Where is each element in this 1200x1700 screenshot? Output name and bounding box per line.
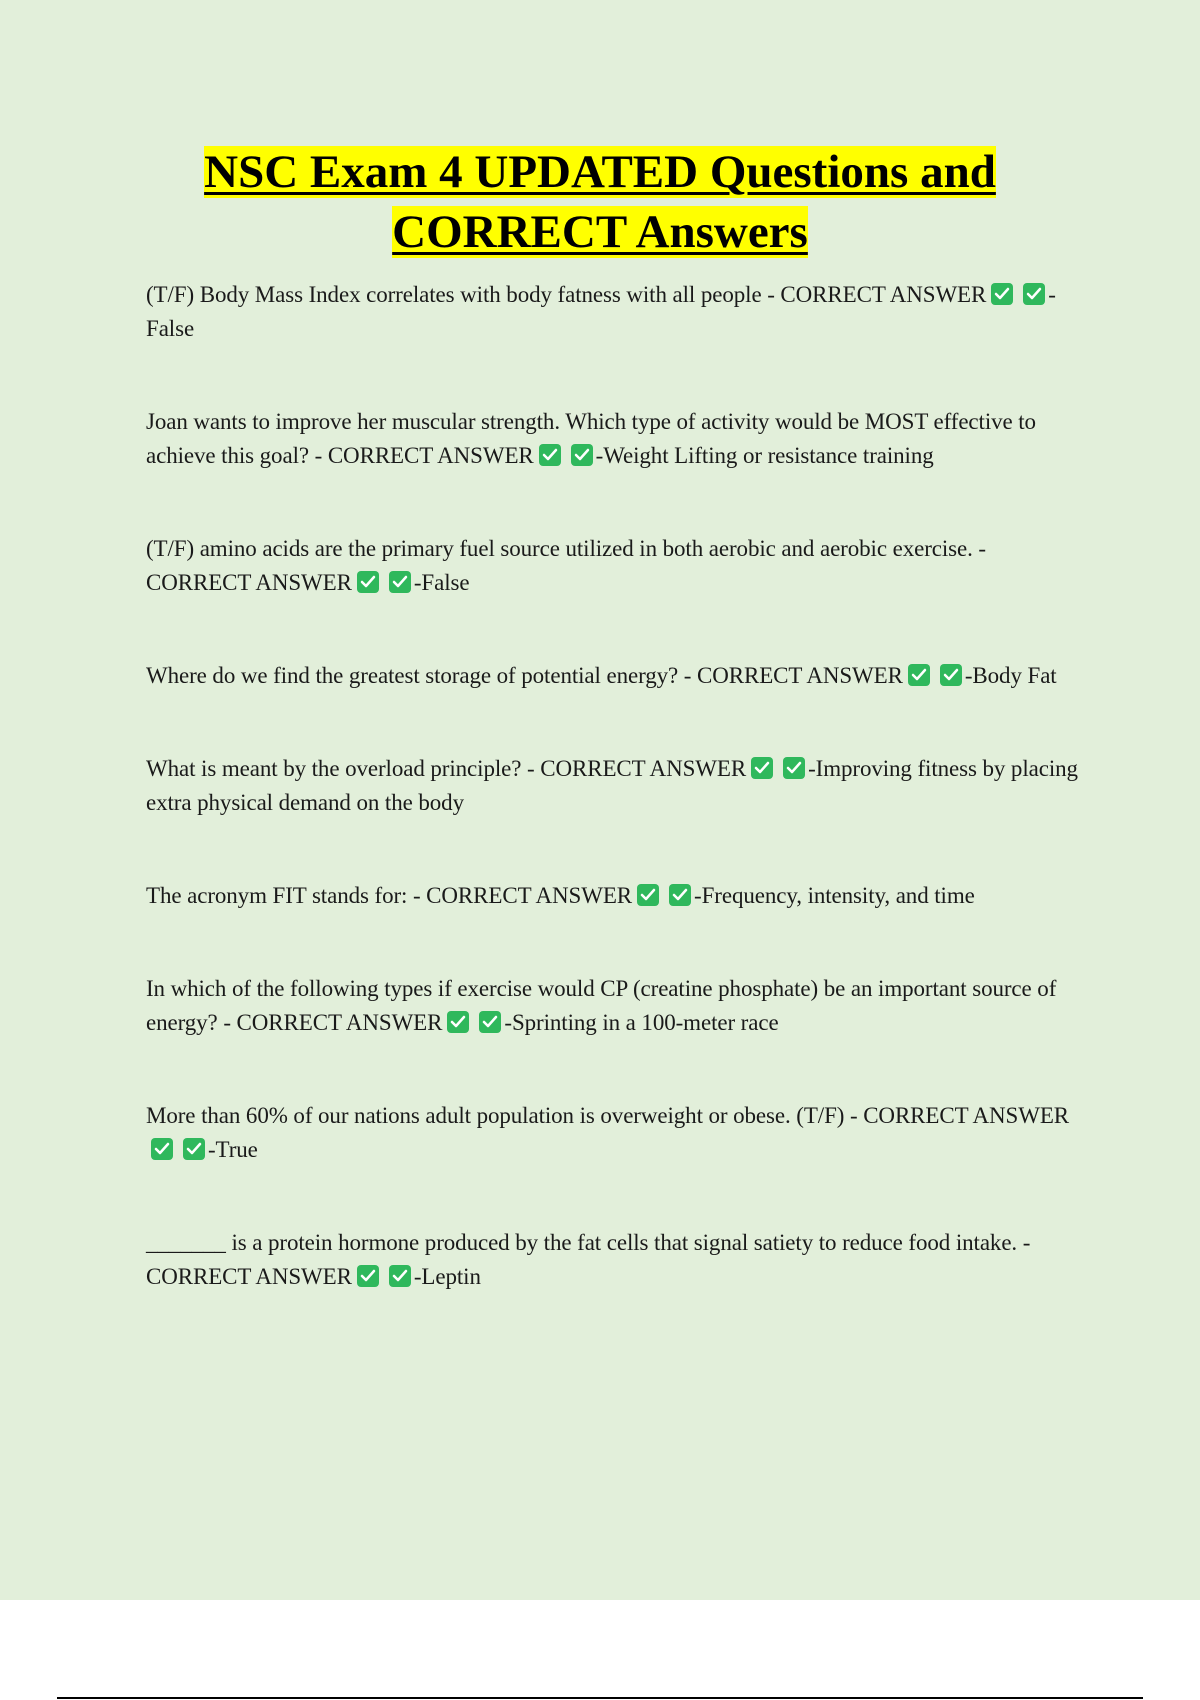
question-text: In which of the following types if exercise would CP (creatine phosphate) be an important source of energy? - CORRECT ANSWER xyxy=(146,976,1057,1035)
check-mark-icon xyxy=(783,757,805,779)
check-mark-icon xyxy=(637,884,659,906)
check-mark-icon xyxy=(389,571,411,593)
check-mark-icon xyxy=(389,1265,411,1287)
answer-text: -Leptin xyxy=(413,1264,481,1289)
answer-text: -Sprinting in a 100-meter race xyxy=(504,1010,779,1035)
check-mark-icon xyxy=(940,664,962,686)
qa-item xyxy=(146,972,1096,1040)
check-mark-icon xyxy=(991,283,1013,305)
qa-item xyxy=(146,405,1096,473)
check-mark-icon xyxy=(908,664,930,686)
title-line-2: CORRECT Answers xyxy=(392,206,808,258)
qa-item xyxy=(146,278,1096,346)
question-text: (T/F) Body Mass Index correlates with body fatness with all people - CORRECT ANSWER xyxy=(146,282,987,307)
answer-text: -Improving fitness by placing extra physical demand on the body xyxy=(146,756,1078,815)
question-text: More than 60% of our nations adult population is overweight or obese. (T/F) - CORRECT ANSWER xyxy=(146,1103,1070,1128)
question-text: The acronym FIT stands for: - CORRECT ANSWER xyxy=(146,883,633,908)
answer-text: -False xyxy=(413,570,470,595)
qa-item xyxy=(146,532,1096,600)
title-line-1: NSC Exam 4 UPDATED Questions and xyxy=(204,146,996,198)
answer-text: -False xyxy=(146,282,1056,341)
check-mark-icon xyxy=(447,1011,469,1033)
check-mark-icon xyxy=(479,1011,501,1033)
check-mark-icon xyxy=(571,444,593,466)
qa-item xyxy=(146,1099,1096,1167)
qa-list xyxy=(146,278,1096,1353)
answer-text: -True xyxy=(208,1137,258,1162)
answer-text: -Body Fat xyxy=(964,663,1057,688)
question-text: Joan wants to improve her muscular strength. Which type of activity would be MOST effective to achieve this goal? - CORRECT ANSWER xyxy=(146,409,1036,468)
check-mark-icon xyxy=(357,571,379,593)
check-mark-icon xyxy=(669,884,691,906)
answer-text: -Frequency, intensity, and time xyxy=(694,883,975,908)
qa-item xyxy=(146,752,1096,820)
check-mark-icon xyxy=(1023,283,1045,305)
qa-item xyxy=(146,879,1096,913)
qa-item xyxy=(146,659,1096,693)
check-mark-icon xyxy=(357,1265,379,1287)
footer-rule xyxy=(57,1697,1143,1699)
question-text: Where do we find the greatest storage of potential energy? - CORRECT ANSWER xyxy=(146,663,903,688)
answer-text: -Weight Lifting or resistance training xyxy=(595,443,934,468)
question-text: (T/F) amino acids are the primary fuel source utilized in both aerobic and aerobic exercise. - CORRECT ANSWER xyxy=(146,536,986,595)
question-text: What is meant by the overload principle? - CORRECT ANSWER xyxy=(146,756,747,781)
document-title xyxy=(0,142,1200,262)
check-mark-icon xyxy=(151,1138,173,1160)
qa-item xyxy=(146,1226,1096,1294)
question-text: _______ is a protein hormone produced by the fat cells that signal satiety to reduce food intake. - CORRECT ANSWER xyxy=(146,1230,1031,1289)
check-mark-icon xyxy=(539,444,561,466)
check-mark-icon xyxy=(183,1138,205,1160)
check-mark-icon xyxy=(751,757,773,779)
